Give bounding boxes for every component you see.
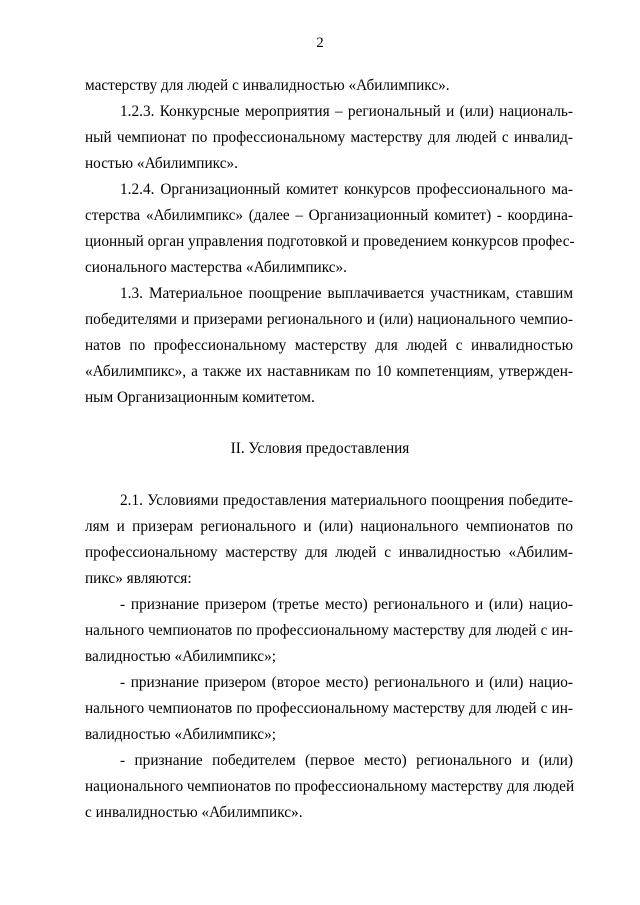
text-line: 1.3. Материальное поощрение выплачивается участникам, ставшим	[120, 285, 573, 302]
text-line: профессиональному мастерству для людей с инвалидностью «Абилим-	[85, 544, 573, 561]
text-line: ностью «Абилимпикс».	[85, 155, 238, 172]
page-number: 2	[316, 35, 324, 51]
text-line: натов по профессиональному мастерству для людей с инвалидностью	[85, 337, 573, 354]
text-line: валидностью «Абилимпикс»;	[85, 648, 276, 665]
text-line: с инвалидностью «Абилимпикс».	[85, 804, 303, 821]
text-line: валидностью «Абилимпикс»;	[85, 726, 276, 743]
text-line: победителями и призерами регионального и (или) национального чемпио-	[85, 311, 573, 328]
text-line: - признание победителем (первое место) регионального и (или)	[120, 752, 573, 769]
text-line: ным Организационным комитетом.	[85, 389, 315, 406]
text-line: 2.1. Условиями предоставления материального поощрения победите-	[120, 492, 573, 509]
text-line: ный чемпионат по профессиональному мастерству для людей с инвалид-	[85, 129, 573, 146]
text-line: нального чемпионатов по профессиональному мастерству для людей с ин-	[85, 622, 573, 639]
text-line: 1.2.4. Организационный комитет конкурсов профессионального ма-	[120, 181, 573, 198]
text-line: стерства «Абилимпикс» (далее – Организационный комитет) - координа-	[85, 207, 573, 224]
text-line: «Абилимпикс», а также их наставникам по 10 компетенциям, утвержден-	[85, 363, 573, 380]
section-heading: II. Условия предоставления	[230, 440, 410, 457]
text-line: мастерству для людей с инвалидностью «Абилимпикс».	[85, 77, 450, 94]
text-line: сионального мастерства «Абилимпикс».	[85, 259, 348, 276]
text-line: нального чемпионатов по профессиональному мастерству для людей с ин-	[85, 700, 573, 717]
text-line: 1.2.3. Конкурсные мероприятия – региональный и (или) националь-	[120, 103, 573, 120]
text-line: ционный орган управления подготовкой и проведением конкурсов профес-	[85, 233, 575, 250]
text-line: - признание призером (третье место) регионального и (или) нацио-	[120, 596, 573, 613]
text-line: - признание призером (второе место) регионального и (или) нацио-	[120, 674, 573, 691]
text-line: национального чемпионатов по профессиональному мастерству для людей	[85, 778, 575, 795]
text-line: пикс» являются:	[85, 570, 192, 587]
text-line: лям и призерам регионального и (или) национального чемпионатов по	[85, 518, 573, 535]
